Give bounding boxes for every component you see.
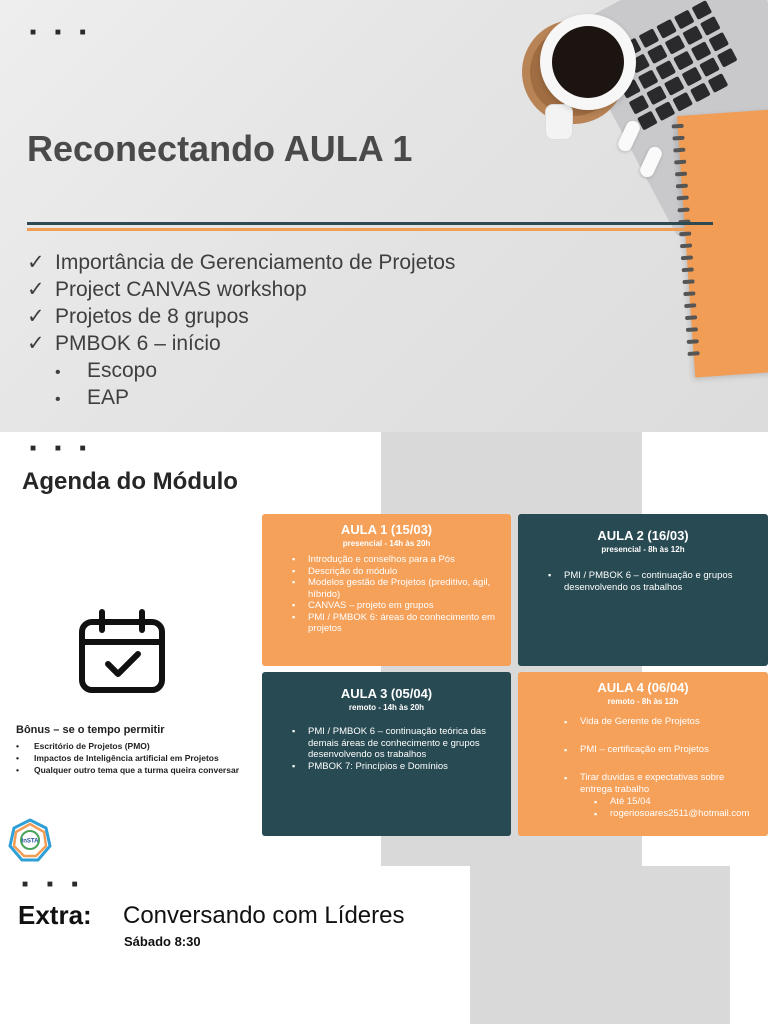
- list-item: ▪ PMBOK 7: Princípios e Domínios: [308, 761, 501, 773]
- card-subtitle: remoto - 14h às 20h: [348, 703, 425, 712]
- calendar-check-icon: [78, 608, 166, 696]
- checkmark-icon: ✓: [27, 305, 45, 328]
- agenda-card-aula-4: [518, 672, 768, 836]
- list-item: ▪ Modelos gestão de Projetos (preditivo, ágil, híbrido): [308, 577, 501, 600]
- list-item: • Qualquer outro tema que a turma queira conversar: [16, 764, 246, 776]
- card-title: AULA 4 (06/04): [597, 680, 689, 695]
- slide-dots: ■ ■ ■: [30, 27, 94, 38]
- topic-item: [27, 330, 455, 357]
- list-item: ▪ Descrição do módulo: [308, 566, 501, 578]
- card-subtitle: presencial - 14h às 20h: [342, 539, 431, 548]
- card-title: AULA 2 (16/03): [597, 528, 689, 543]
- card-list: [528, 570, 758, 593]
- topic-label: Projetos de 8 grupos: [55, 305, 249, 328]
- card-list: [272, 726, 501, 772]
- card-list: [272, 554, 501, 635]
- subtopic-item: [27, 357, 455, 384]
- list-item: ▪ PMI / PMBOK 6 – continuação teórica das demais áreas de conhecimento e grupos desenvolvendo os trabalhos: [308, 726, 501, 761]
- nested-item: ▪ Até 15/04: [580, 796, 758, 808]
- slide-title: Reconectando AULA 1: [27, 128, 413, 169]
- card-title: AULA 1 (15/03): [340, 522, 433, 537]
- topic-label: PMBOK 6 – início: [55, 332, 221, 355]
- subtopic-item: [27, 384, 455, 411]
- topic-item: [27, 303, 455, 330]
- logo-icon: [8, 818, 52, 862]
- bullet-icon: •: [55, 391, 61, 408]
- topics-list: [27, 249, 455, 411]
- topic-item: [27, 249, 455, 276]
- slide-reconectando: [0, 0, 768, 432]
- title-divider-accent: [27, 228, 713, 231]
- checkmark-icon: ✓: [27, 278, 45, 301]
- subtopic-label: Escopo: [87, 359, 158, 382]
- bullet-icon: •: [55, 364, 61, 381]
- slide-agenda: [0, 432, 768, 866]
- topic-label: Project CANVAS workshop: [55, 278, 307, 301]
- list-item: ▪ Tirar duvidas e expectativas sobre entrega trabalho: [580, 772, 758, 796]
- nested-item: ▪ rogeriosoares2511@hotmail.com: [580, 808, 758, 820]
- agenda-card-aula-3: [262, 672, 511, 836]
- slide-subtitle: Sábado 8:30: [124, 934, 201, 949]
- extra-label: Extra:: [18, 900, 92, 930]
- card-title: AULA 3 (05/04): [340, 686, 433, 701]
- cup-handle: [545, 104, 573, 140]
- topic-item: [27, 276, 455, 303]
- bonus-title: Bônus – se o tempo permitir: [16, 724, 165, 736]
- list-item: ▪ Introdução e conselhos para a Pós: [308, 554, 501, 566]
- list-item: ▪ CANVAS – projeto em grupos: [308, 600, 501, 612]
- slide-extra: [0, 866, 768, 1024]
- list-item: ▪ PMI / PMBOK 6: áreas do conhecimento em projetos: [308, 612, 501, 635]
- list-item: ▪ Vida de Gerente de Projetos: [580, 716, 758, 728]
- slide-dots: ■ ■ ■: [22, 879, 86, 890]
- agenda-card-aula-2: [518, 514, 768, 666]
- list-item: ▪ PMI – certificação em Projetos: [580, 744, 758, 756]
- checkmark-icon: ✓: [27, 251, 45, 274]
- coffee: [552, 26, 624, 98]
- bonus-list: [16, 740, 246, 776]
- card-subtitle: presencial - 8h às 12h: [601, 545, 685, 554]
- list-item: • Escritório de Projetos (PMO): [16, 740, 246, 752]
- slide-dots: ■ ■ ■: [30, 443, 94, 454]
- list-item: ▪ PMI / PMBOK 6 – continuação e grupos desenvolvendo os trabalhos: [564, 570, 758, 593]
- logo-text: InSTA: [21, 838, 39, 845]
- card-subtitle: remoto - 8h às 12h: [607, 697, 679, 706]
- card-list: [528, 716, 758, 820]
- slide-title: Conversando com Líderes: [123, 902, 405, 929]
- background-panel: [470, 866, 730, 1024]
- topic-label: Importância de Gerenciamento de Projetos: [55, 251, 456, 274]
- subtopic-label: EAP: [87, 386, 130, 409]
- slide-title: Agenda do Módulo: [22, 468, 238, 495]
- title-divider: [27, 222, 713, 225]
- agenda-card-aula-1: [262, 514, 511, 666]
- notebook-photo: [677, 108, 768, 377]
- list-item: • Impactos de Inteligência artificial em Projetos: [16, 752, 246, 764]
- checkmark-icon: ✓: [27, 332, 45, 355]
